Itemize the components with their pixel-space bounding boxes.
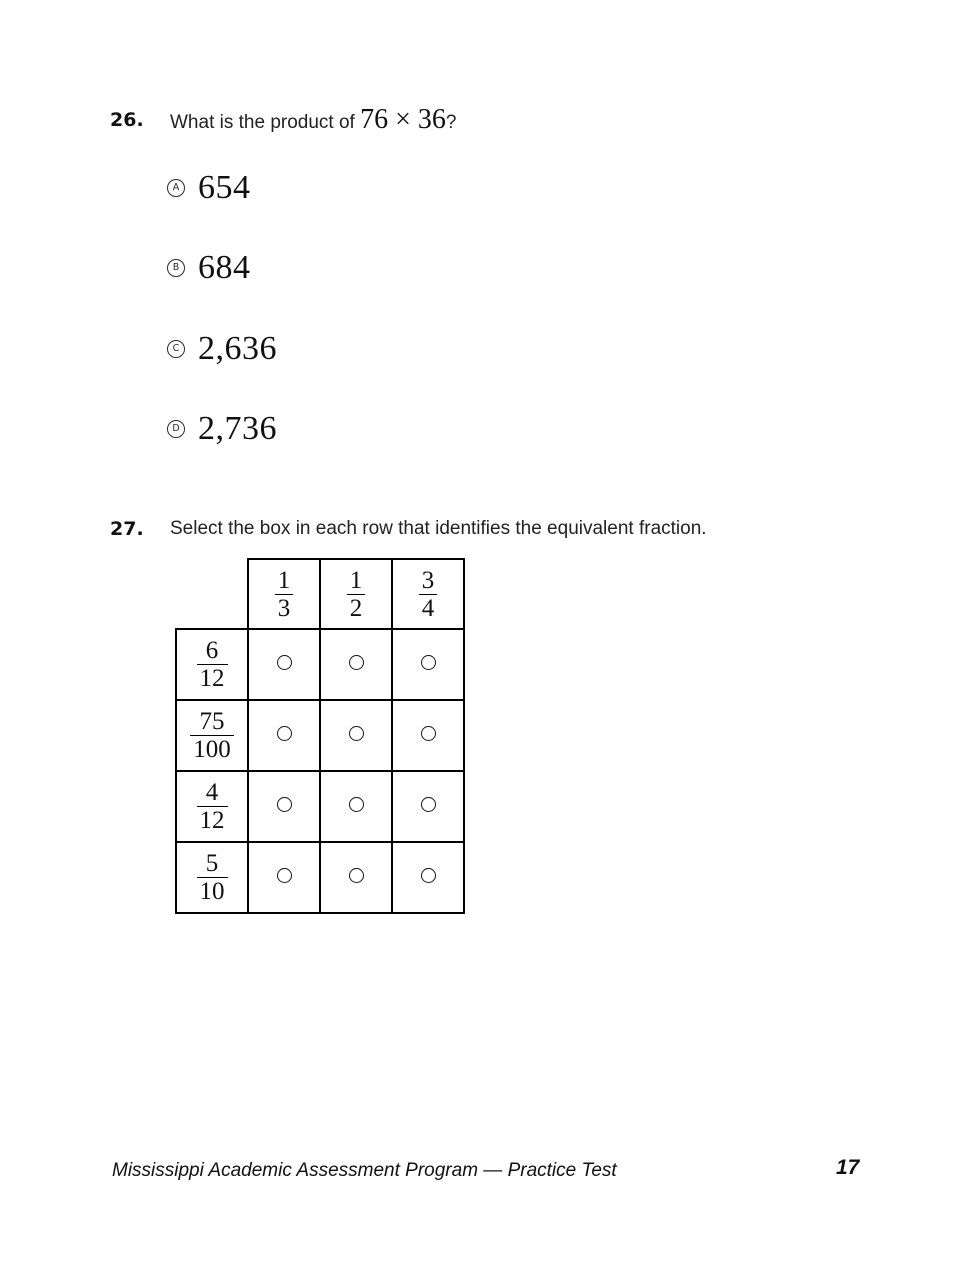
table-row-5-10 xyxy=(176,842,464,913)
page-number: 17 xyxy=(836,1156,860,1179)
answer-cell-r1c1[interactable] xyxy=(248,629,320,700)
fraction-4-12: $\frac{4}{12}$ xyxy=(197,779,228,834)
column-header-1-3 xyxy=(248,559,320,629)
row-label-6-12 xyxy=(176,629,248,700)
answer-cell-r2c3[interactable] xyxy=(392,700,464,771)
option-c-value: 2,636 xyxy=(198,330,277,367)
table-corner-cell xyxy=(176,559,248,629)
answer-cell-r4c1[interactable] xyxy=(248,842,320,913)
answer-cell-r4c3[interactable] xyxy=(392,842,464,913)
radio-r2c1[interactable] xyxy=(277,726,292,741)
answer-cell-r1c2[interactable] xyxy=(320,629,392,700)
choice-c-letter: C xyxy=(172,343,180,355)
option-a-value: 654 xyxy=(198,169,251,206)
fraction-3-4: $\frac{3}{4}$ xyxy=(419,567,438,622)
choice-b-bubble[interactable] xyxy=(167,259,185,277)
radio-r2c2[interactable] xyxy=(349,726,364,741)
fraction-1-2: $\frac{1}{2}$ xyxy=(347,567,366,622)
answer-cell-r4c2[interactable] xyxy=(320,842,392,913)
column-header-1-2 xyxy=(320,559,392,629)
answer-cell-r2c1[interactable] xyxy=(248,700,320,771)
radio-r4c3[interactable] xyxy=(421,868,436,883)
radio-r4c1[interactable] xyxy=(277,868,292,883)
radio-r3c2[interactable] xyxy=(349,797,364,812)
row-label-75-100 xyxy=(176,700,248,771)
answer-cell-r3c1[interactable] xyxy=(248,771,320,842)
answer-cell-r1c3[interactable] xyxy=(392,629,464,700)
column-header-3-4 xyxy=(392,559,464,629)
choice-a-bubble[interactable] xyxy=(167,179,185,197)
row-label-4-12 xyxy=(176,771,248,842)
q26-prompt-suffix: ? xyxy=(445,112,457,133)
question-27-prompt: Select the box in each row that identifies the equivalent fraction. xyxy=(170,518,707,539)
table-row-4-12 xyxy=(176,771,464,842)
choice-b-letter: B xyxy=(172,262,180,274)
question-27-number: 27. xyxy=(110,518,144,540)
table-row-75-100 xyxy=(176,700,464,771)
equivalent-fraction-table xyxy=(175,558,465,914)
choice-c-bubble[interactable] xyxy=(167,340,185,358)
q26-prompt-prefix: What is the product of xyxy=(170,112,361,133)
row-label-5-10 xyxy=(176,842,248,913)
table-header-row xyxy=(176,559,464,629)
radio-r3c3[interactable] xyxy=(421,797,436,812)
option-row-d xyxy=(167,410,277,447)
fraction-6-12: $\frac{6}{12}$ xyxy=(197,637,228,692)
radio-r1c1[interactable] xyxy=(277,655,292,670)
option-b-value: 684 xyxy=(198,249,251,286)
radio-r4c2[interactable] xyxy=(349,868,364,883)
answer-cell-r3c3[interactable] xyxy=(392,771,464,842)
option-row-a xyxy=(167,169,251,206)
q26-math-expression: 76 × 36 xyxy=(360,104,446,135)
choice-a-letter: A xyxy=(172,182,180,194)
radio-r2c3[interactable] xyxy=(421,726,436,741)
fraction-5-10: $\frac{5}{10}$ xyxy=(197,850,228,905)
choice-d-letter: D xyxy=(172,423,180,435)
radio-r1c3[interactable] xyxy=(421,655,436,670)
radio-r1c2[interactable] xyxy=(349,655,364,670)
answer-cell-r2c2[interactable] xyxy=(320,700,392,771)
question-26-number: 26. xyxy=(110,109,144,131)
option-row-c xyxy=(167,330,277,367)
option-d-value: 2,736 xyxy=(198,410,277,447)
table-row-6-12 xyxy=(176,629,464,700)
option-row-b xyxy=(167,249,251,286)
choice-d-bubble[interactable] xyxy=(167,420,185,438)
answer-cell-r3c2[interactable] xyxy=(320,771,392,842)
radio-r3c1[interactable] xyxy=(277,797,292,812)
fraction-75-100: $\frac{75}{100}$ xyxy=(190,708,234,763)
footer-title: Mississippi Academic Assessment Program — Practice Test xyxy=(112,1160,617,1181)
question-26-prompt xyxy=(170,106,456,137)
fraction-1-3: $\frac{1}{3}$ xyxy=(275,567,294,622)
